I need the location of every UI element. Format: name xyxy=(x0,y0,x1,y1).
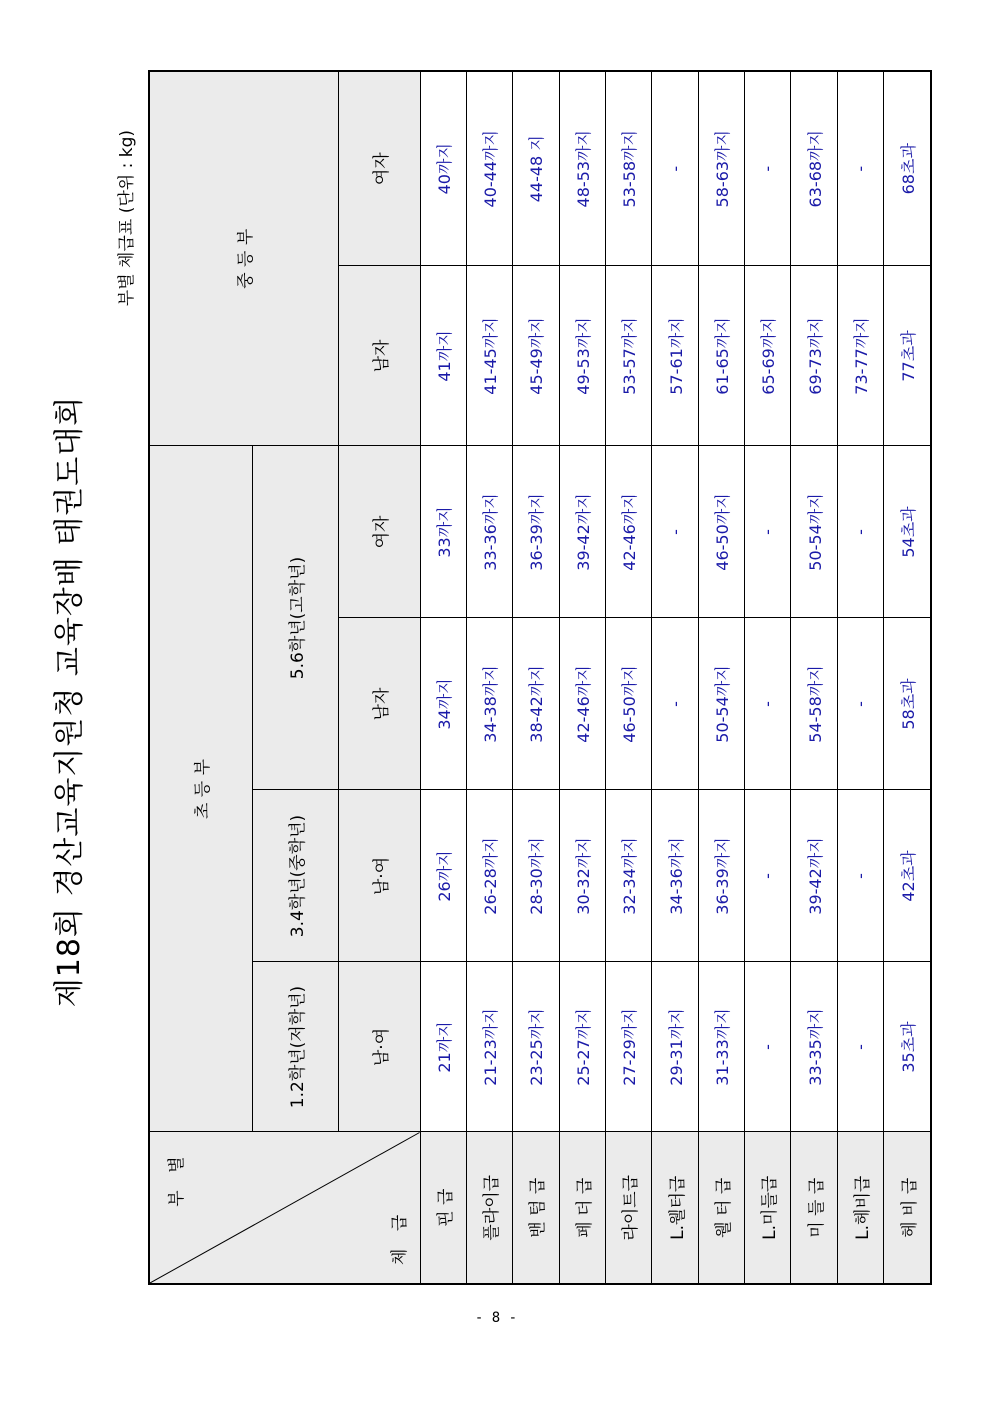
table-row xyxy=(652,71,698,1284)
weight-cell: 41까지 xyxy=(420,266,466,446)
corner-top-label: 부 별 xyxy=(167,1150,187,1207)
weight-cell: - xyxy=(652,446,698,618)
weight-cell: 26-28까지 xyxy=(466,790,512,962)
weight-cell: 40-44까지 xyxy=(466,71,512,266)
weight-cell: 34까지 xyxy=(420,618,466,790)
mixed-header: 남·여 xyxy=(338,790,420,962)
mixed-header: 남·여 xyxy=(338,962,420,1132)
weight-cell: 48-53까지 xyxy=(559,71,605,266)
weight-cell: 36-39까지 xyxy=(698,790,744,962)
corner-header-cell xyxy=(149,1132,420,1284)
weight-cell: 42-46까지 xyxy=(606,446,652,618)
weight-cell: 50-54까지 xyxy=(698,618,744,790)
weight-class-name: 라이트급 xyxy=(606,1132,652,1284)
corner-bottom-label: 체 급 xyxy=(389,1208,410,1265)
weight-cell: - xyxy=(745,446,791,618)
weight-cell: 45-49까지 xyxy=(513,266,559,446)
weight-cell: 42-46까지 xyxy=(559,618,605,790)
weight-class-name: L.웰터급 xyxy=(652,1132,698,1284)
table-row xyxy=(513,71,559,1284)
weight-cell: 28-30까지 xyxy=(513,790,559,962)
weight-cell: 32-34까지 xyxy=(606,790,652,962)
page-number: - 8 - xyxy=(474,1310,518,1326)
weight-cell: 63-68까지 xyxy=(791,71,837,266)
table-row xyxy=(745,71,791,1284)
male-header: 남자 xyxy=(338,266,420,446)
weight-cell: - xyxy=(837,618,883,790)
table-row xyxy=(420,71,466,1284)
weight-cell: - xyxy=(652,618,698,790)
weight-cell: 50-54까지 xyxy=(791,446,837,618)
weight-cell: 57-61까지 xyxy=(652,266,698,446)
weight-class-name: L.미들급 xyxy=(745,1132,791,1284)
weight-cell: 65-69까지 xyxy=(745,266,791,446)
weight-cell: 68초과 xyxy=(884,71,931,266)
weight-cell: 40까지 xyxy=(420,71,466,266)
table-row xyxy=(698,71,744,1284)
weight-cell: 46-50까지 xyxy=(698,446,744,618)
weight-cell: 33-36까지 xyxy=(466,446,512,618)
weight-cell: 46-50까지 xyxy=(606,618,652,790)
weight-cell: 25-27까지 xyxy=(559,962,605,1132)
weight-cell: 27-29까지 xyxy=(606,962,652,1132)
page-title: 제18회 경산교육지원청 교육장배 태권도대회 xyxy=(52,395,87,1008)
female-header: 여자 xyxy=(338,446,420,618)
weight-cell: 49-53까지 xyxy=(559,266,605,446)
table-body xyxy=(420,71,931,1284)
weight-cell: 30-32까지 xyxy=(559,790,605,962)
male-header: 남자 xyxy=(338,618,420,790)
weight-cell: 26까지 xyxy=(420,790,466,962)
elementary-header: 초 등 부 xyxy=(149,446,252,1132)
weight-class-table xyxy=(148,70,932,1285)
weight-cell: 58초과 xyxy=(884,618,931,790)
weight-class-name: 핀 급 xyxy=(420,1132,466,1284)
weight-cell: 39-42까지 xyxy=(791,790,837,962)
weight-cell: - xyxy=(837,446,883,618)
weight-class-name: 페 더 급 xyxy=(559,1132,605,1284)
table-row xyxy=(884,71,931,1284)
weight-class-name: 헤 비 급 xyxy=(884,1132,931,1284)
weight-cell: - xyxy=(745,790,791,962)
weight-cell: 53-57까지 xyxy=(606,266,652,446)
weight-cell: 34-36까지 xyxy=(652,790,698,962)
grade34-header: 3.4학년(중학년) xyxy=(252,790,338,962)
weight-cell: 21-23까지 xyxy=(466,962,512,1132)
weight-cell: 38-42까지 xyxy=(513,618,559,790)
table-row xyxy=(837,71,883,1284)
weight-cell: - xyxy=(652,71,698,266)
weight-cell: 42초과 xyxy=(884,790,931,962)
weight-cell: - xyxy=(745,71,791,266)
weight-class-name: 웰 터 급 xyxy=(698,1132,744,1284)
weight-cell: 36-39까지 xyxy=(513,446,559,618)
weight-cell: 54초과 xyxy=(884,446,931,618)
weight-cell: 53-58까지 xyxy=(606,71,652,266)
table-row xyxy=(559,71,605,1284)
weight-cell: 33까지 xyxy=(420,446,466,618)
weight-cell: 41-45까지 xyxy=(466,266,512,446)
weight-cell: - xyxy=(837,962,883,1132)
weight-cell: 33-35까지 xyxy=(791,962,837,1132)
weight-cell: - xyxy=(837,71,883,266)
table-row xyxy=(606,71,652,1284)
grade12-header: 1.2학년(저학년) xyxy=(252,962,338,1132)
weight-cell: 44-48 지 xyxy=(513,71,559,266)
weight-cell: 34-38까지 xyxy=(466,618,512,790)
unit-note: 부별 체급표 (단위 : kg) xyxy=(117,130,137,307)
weight-cell: 54-58까지 xyxy=(791,618,837,790)
weight-cell: 35초과 xyxy=(884,962,931,1132)
weight-class-name: L.헤비급 xyxy=(837,1132,883,1284)
weight-cell: 61-65까지 xyxy=(698,266,744,446)
table-row xyxy=(791,71,837,1284)
weight-cell: 77초과 xyxy=(884,266,931,446)
weight-cell: - xyxy=(745,618,791,790)
weight-cell: 31-33까지 xyxy=(698,962,744,1132)
grade56-header: 5.6학년(고학년) xyxy=(252,446,338,790)
weight-class-name: 플라이급 xyxy=(466,1132,512,1284)
table-row xyxy=(466,71,512,1284)
weight-cell: 23-25까지 xyxy=(513,962,559,1132)
weight-class-name: 밴 텀 급 xyxy=(513,1132,559,1284)
weight-cell: 58-63까지 xyxy=(698,71,744,266)
weight-cell: 73-77까지 xyxy=(837,266,883,446)
weight-class-name: 미 들 급 xyxy=(791,1132,837,1284)
weight-cell: 39-42까지 xyxy=(559,446,605,618)
weight-cell: - xyxy=(837,790,883,962)
weight-cell: 21까지 xyxy=(420,962,466,1132)
weight-cell: - xyxy=(745,962,791,1132)
middle-header: 중 등 부 xyxy=(149,71,338,446)
weight-cell: 29-31까지 xyxy=(652,962,698,1132)
female-header: 여자 xyxy=(338,71,420,266)
weight-cell: 69-73까지 xyxy=(791,266,837,446)
